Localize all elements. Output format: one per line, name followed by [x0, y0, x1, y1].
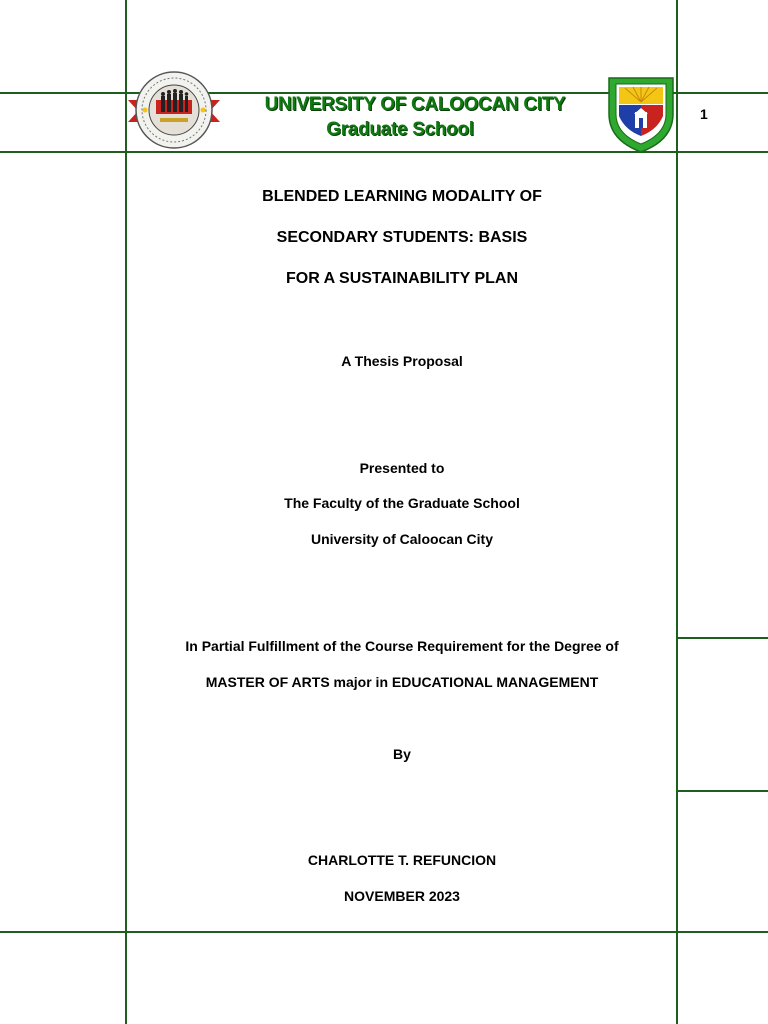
- document-type: A Thesis Proposal: [341, 353, 463, 369]
- right-margin-tick-lower: [676, 790, 768, 792]
- presented-to-label: Presented to: [359, 460, 445, 476]
- page-number: 1: [700, 106, 708, 122]
- thesis-title-line-1: BLENDED LEARNING MODALITY OF: [262, 188, 542, 205]
- fulfillment-line-1: In Partial Fulfillment of the Course Requirement for the Degree of: [185, 638, 619, 654]
- thesis-title-line-3: FOR A SUSTAINABILITY PLAN: [286, 270, 518, 287]
- by-label: By: [393, 746, 411, 762]
- university-name: UNIVERSITY OF CALOOCAN CITY: [264, 94, 566, 115]
- university-seal-icon: [128, 68, 220, 152]
- thesis-title-line-2: SECONDARY STUDENTS: BASIS: [276, 229, 528, 246]
- submission-date: NOVEMBER 2023: [344, 888, 460, 904]
- author-name: CHARLOTTE T. REFUNCION: [307, 852, 497, 868]
- graduate-school-shield-icon: [605, 74, 677, 154]
- faculty-name: The Faculty of the Graduate School: [284, 495, 520, 511]
- school-name: Graduate School: [326, 119, 474, 140]
- degree-line: MASTER OF ARTS major in EDUCATIONAL MANAGEMENT: [205, 674, 599, 690]
- university-line: University of Caloocan City: [310, 531, 494, 547]
- right-margin-tick-upper: [676, 637, 768, 639]
- footer-rule: [0, 931, 768, 933]
- left-margin-rule: [125, 0, 127, 1024]
